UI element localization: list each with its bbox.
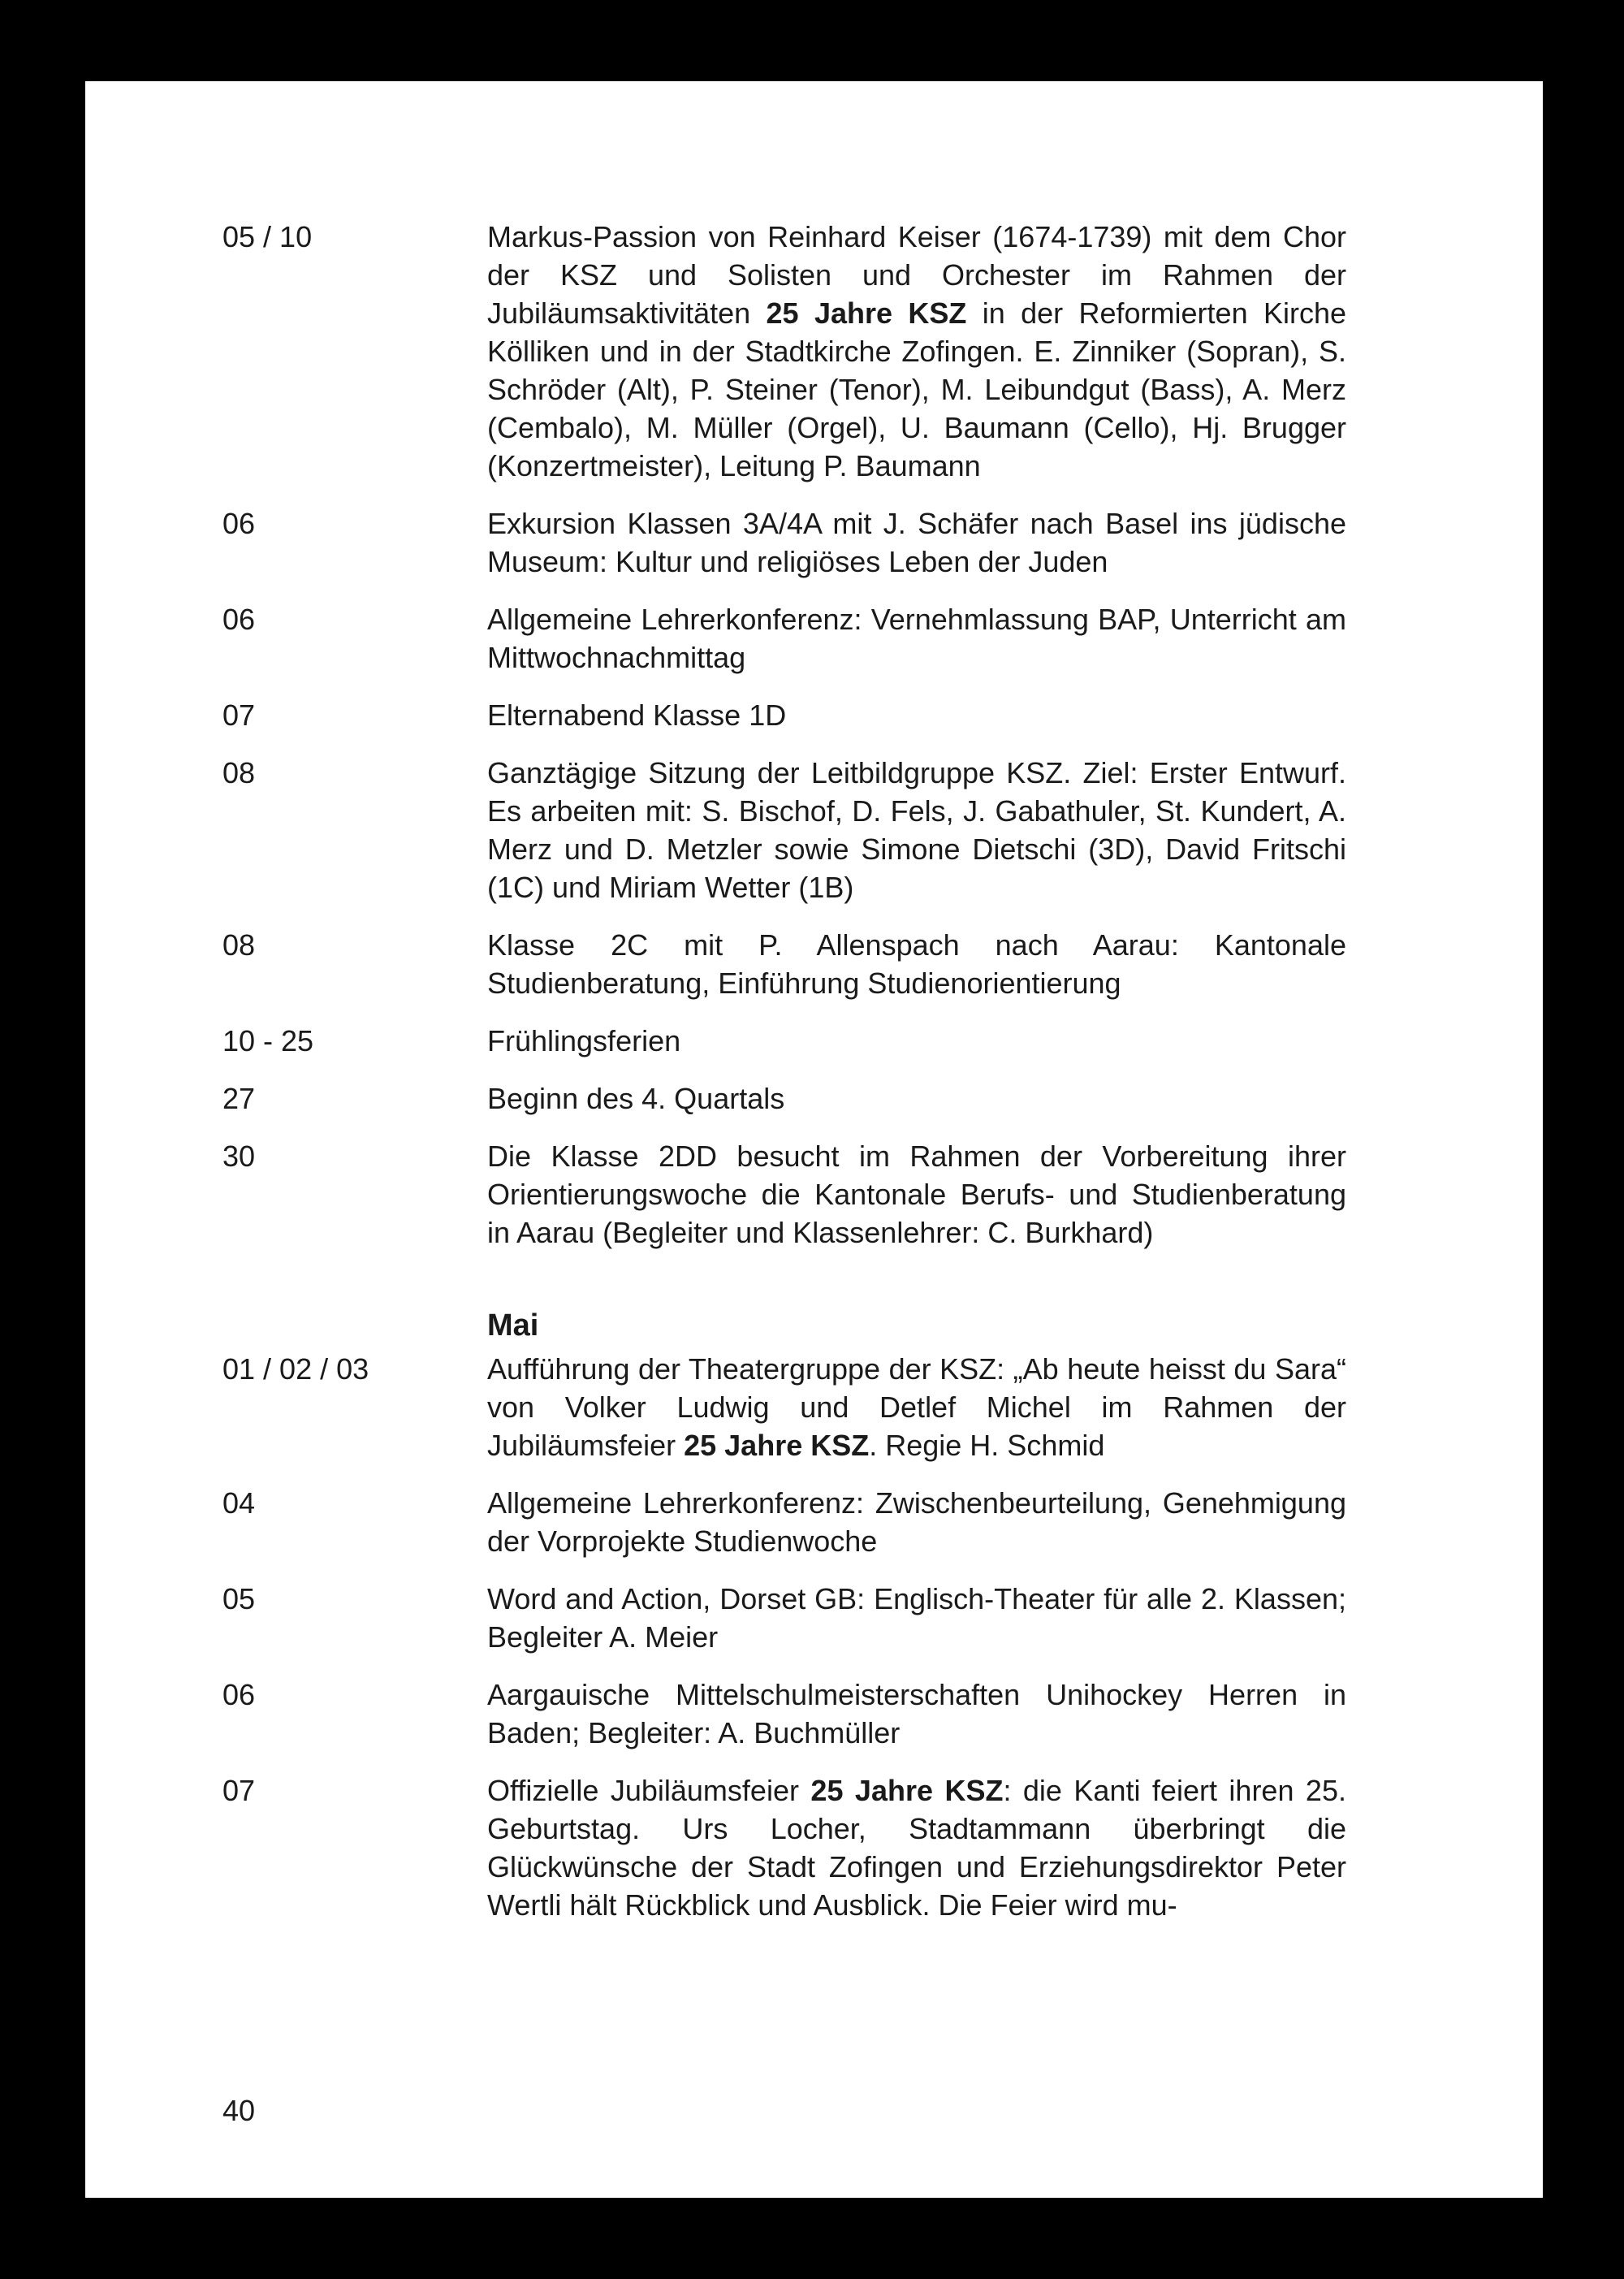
chronicle-entry [85,1350,1543,1464]
entry-date: 06 [222,507,256,540]
entry-date: 08 [222,928,256,962]
entry-description [487,504,1346,581]
bold-text: 25 Jahre KSZ [766,296,967,330]
entry-date: 05 / 10 [222,220,313,253]
entry-date: 30 [222,1140,256,1173]
entry-description [487,218,1346,485]
text-segment: Ganztägige Sitzung der Leitbildgruppe KSZ. Ziel: Erster Entwurf. Es arbeiten mit: S. Bischof, D. Fels, J. Gabathuler, St. Kundert, A. Merz und D. Metzler sowie Simone Dietschi (3D), David Fritschi (1C) und Miriam Wetter (1B) [487,756,1346,904]
chronicle-entry [85,1137,1543,1252]
text-segment: Allgemeine Lehrerkonferenz: Zwischenbeurteilung, Genehmigung der Vorprojekte Studienwoche [487,1486,1346,1558]
text-segment: Klasse 2C mit P. Allenspach nach Aarau: Kantonale Studienberatung, Einführung Studienorientierung [487,928,1346,1000]
bold-text: 25 Jahre KSZ [810,1774,1004,1807]
chronicle-entry [85,696,1543,734]
entry-date: 06 [222,603,256,636]
chronicle-entry [85,1484,1543,1560]
entry-date: 04 [222,1486,256,1520]
text-segment: Allgemeine Lehrerkonferenz: Vernehmlassung BAP, Unterricht am Mittwochnachmittag [487,603,1346,674]
entry-description [487,600,1346,677]
text-segment: Aargauische Mittelschulmeisterschaften Unihockey Herren in Baden; Begleiter: A. Buchmüller [487,1678,1346,1749]
may-entry-list [85,1350,1543,1924]
chronicle-entries [85,218,1543,1944]
entry-date: 08 [222,756,256,789]
text-segment: Word and Action, Dorset GB: Englisch-Theater für alle 2. Klassen; Begleiter A. Meier [487,1582,1346,1654]
entry-description [487,1580,1346,1656]
chronicle-entry [85,926,1543,1002]
text-segment: Offizielle Jubiläumsfeier [487,1774,811,1807]
entry-description [487,1022,1346,1060]
chronicle-entry [85,1676,1543,1752]
entry-date: 06 [222,1678,256,1711]
text-segment: Frühlingsferien [487,1024,681,1057]
entry-description [487,1484,1346,1560]
text-segment: Aufführung der Theatergruppe der KSZ: „Ab heute heisst du Sara“ von Volker Ludwig und Detlef Michel im Rahmen der Jubiläumsfeier [487,1352,1346,1462]
chronicle-entry [85,1771,1543,1924]
entry-date: 01 / 02 / 03 [222,1352,369,1386]
entry-description [487,1350,1346,1464]
text-segment: in der Reformierten Kirche Kölliken und in der Stadtkirche Zofingen. E. Zinniker (Sopran), S. Schröder (Alt), P. Steiner (Tenor), M. Leibundgut (Bass), A. Merz (Cembalo), M. Müller (Orgel), U. Baumann (Cello), Hj. Brugger (Konzertmeister), Leitung P. Baumann [487,296,1346,482]
text-segment: . Regie H. Schmid [869,1429,1105,1462]
entry-date: 05 [222,1582,256,1615]
chronicle-entry [85,600,1543,677]
april-entry-list [85,218,1543,1252]
entry-description [487,1137,1346,1252]
entry-description [487,696,1346,734]
entry-description [487,1079,1346,1118]
entry-date: 07 [222,1774,256,1807]
text-segment: Exkursion Klassen 3A/4A mit J. Schäfer nach Basel ins jüdische Museum: Kultur und religiöses Leben der Juden [487,507,1346,578]
text-segment: Markus-Passion von Reinhard Keiser (1674-1739) mit dem Chor der KSZ und Solisten und Orchester im Rahmen der Jubiläumsaktivitäten [487,220,1346,330]
text-segment: : die Kanti feiert ihren 25. Geburtstag. Urs Locher, Stadtammann überbringt die Glückwünsche der Stadt Zofingen und Erziehungsdirektor Peter Wertli hält Rückblick und Ausblick. Die Feier wird mu- [487,1774,1346,1922]
chronicle-entry [85,218,1543,485]
page-number: 40 [222,2094,256,2127]
text-segment: Elternabend Klasse 1D [487,698,787,732]
entry-description [487,754,1346,906]
chronicle-entry [85,1079,1543,1118]
entry-description [487,1771,1346,1924]
document-page [85,81,1543,2198]
text-segment: Die Klasse 2DD besucht im Rahmen der Vorbereitung ihrer Orientierungswoche die Kantonale Berufs- und Studienberatung in Aarau (Begleiter und Klassenlehrer: C. Burkhard) [487,1140,1346,1249]
entry-date: 27 [222,1082,256,1115]
bold-text: 25 Jahre KSZ [684,1429,870,1462]
entry-date: 07 [222,698,256,732]
entry-description [487,1676,1346,1752]
chronicle-entry [85,1022,1543,1060]
entry-date: 10 - 25 [222,1024,314,1057]
chronicle-entry [85,754,1543,906]
chronicle-entry [85,504,1543,581]
entry-description [487,926,1346,1002]
chronicle-entry [85,1580,1543,1656]
text-segment: Beginn des 4. Quartals [487,1082,785,1115]
month-heading: Mai [487,1308,539,1343]
